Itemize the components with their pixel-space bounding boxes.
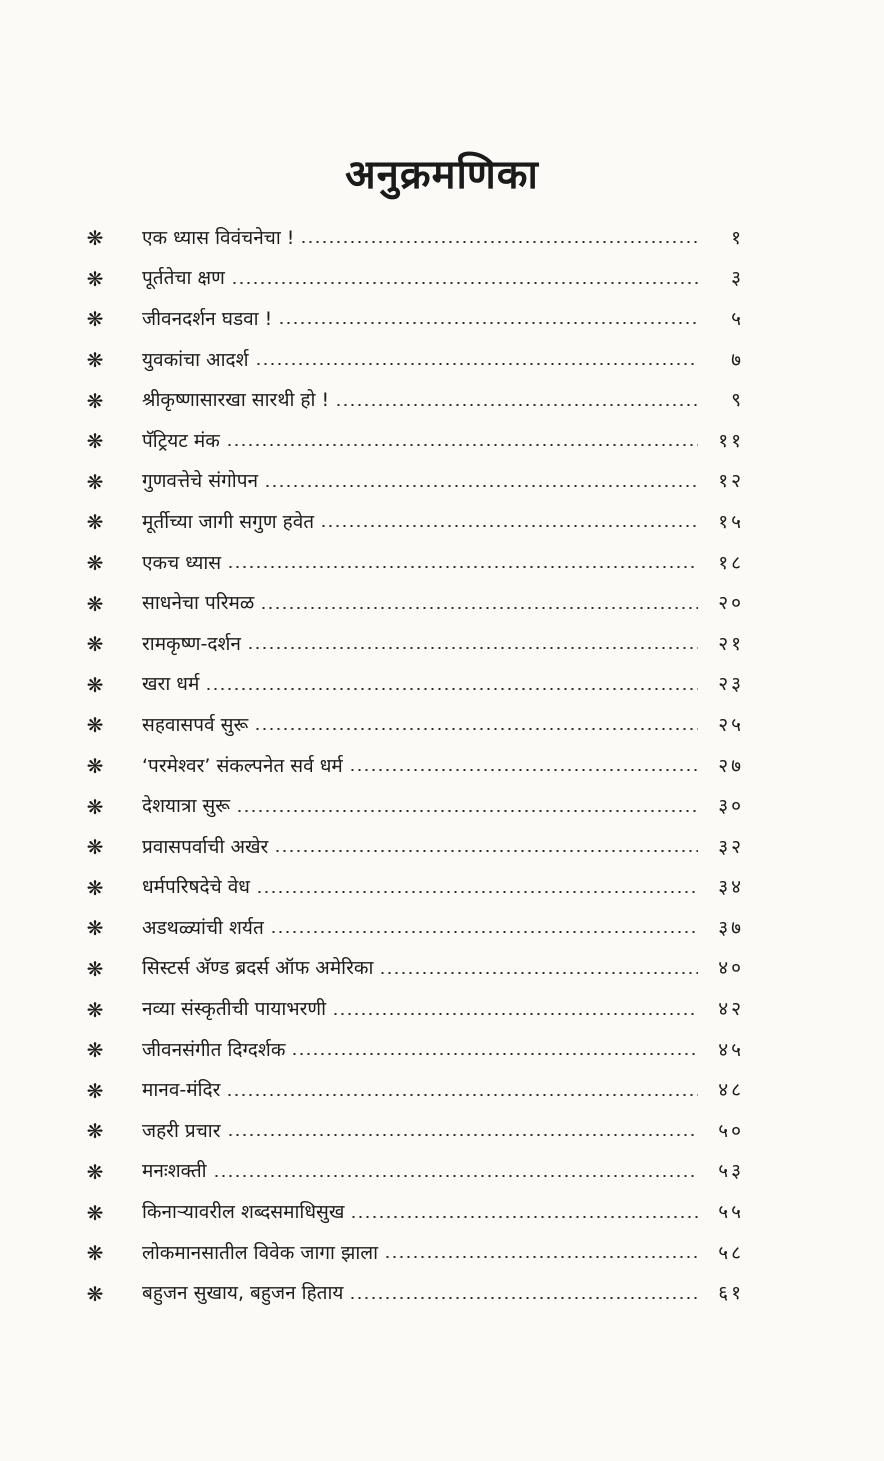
toc-entry [84, 1070, 744, 1111]
asterisk-bullet-icon: ❋ [86, 1119, 104, 1144]
asterisk-bullet-icon: ❋ [86, 997, 104, 1022]
toc-entry [84, 989, 744, 1030]
toc-entry-page-number: १५ [718, 510, 744, 533]
page-title: अनुक्रमणिका [345, 151, 539, 198]
dot-leader [260, 607, 698, 609]
toc-entry [84, 1192, 744, 1233]
asterisk-bullet-icon: ❋ [86, 1038, 104, 1063]
toc-entry-page-number: ९ [731, 389, 744, 412]
toc-entry-page-number: २७ [718, 754, 744, 777]
toc-entry-page-number: ५८ [718, 1241, 744, 1264]
dot-leader [256, 891, 698, 893]
table-of-contents [84, 218, 744, 1314]
asterisk-bullet-icon: ❋ [86, 875, 104, 900]
toc-entry [84, 380, 744, 421]
toc-entry [84, 299, 744, 340]
dot-leader [320, 525, 698, 527]
toc-entry-title: जहरी प्रचार [142, 1119, 221, 1142]
toc-entry-title: देशयात्रा सुरू [142, 795, 231, 818]
dot-leader [205, 688, 698, 690]
toc-entry-page-number: ११ [718, 429, 744, 452]
dot-leader [226, 444, 698, 446]
dot-leader [254, 728, 698, 730]
dot-leader [231, 282, 698, 284]
dot-leader [213, 1175, 698, 1177]
asterisk-bullet-icon: ❋ [86, 266, 104, 291]
dot-leader [270, 931, 698, 933]
toc-entry-title: अडथळ्यांची शर्यत [142, 916, 264, 939]
toc-entry-page-number: ४२ [718, 998, 744, 1021]
asterisk-bullet-icon: ❋ [86, 713, 104, 738]
toc-entry [84, 421, 744, 462]
toc-entry-page-number: ५५ [718, 1201, 744, 1224]
toc-entry-title: मानव-मंदिर [142, 1079, 221, 1102]
dot-leader [264, 485, 698, 487]
toc-entry-page-number: २५ [718, 713, 744, 736]
asterisk-bullet-icon: ❋ [86, 307, 104, 332]
toc-entry-page-number: ४८ [718, 1079, 744, 1102]
asterisk-bullet-icon: ❋ [86, 388, 104, 413]
toc-entry [84, 827, 744, 868]
toc-entry-title: रामकृष्ण-दर्शन [142, 632, 241, 655]
toc-entry [84, 502, 744, 543]
asterisk-bullet-icon: ❋ [86, 672, 104, 697]
toc-entry-title: धर्मपरिषदेचे वेध [142, 876, 250, 899]
asterisk-bullet-icon: ❋ [86, 1281, 104, 1306]
toc-entry [84, 218, 744, 259]
toc-entry-title: मूर्तीच्या जागी सगुण हवेत [142, 510, 315, 533]
toc-entry-title: मनःशक्ती [142, 1160, 207, 1183]
toc-entry [84, 462, 744, 503]
toc-entry [84, 705, 744, 746]
toc-entry-page-number: १२ [718, 470, 744, 493]
toc-entry-title: साधनेचा परिमळ [142, 592, 255, 615]
toc-entry [84, 1273, 744, 1314]
toc-entry [84, 1152, 744, 1193]
asterisk-bullet-icon: ❋ [86, 1200, 104, 1225]
asterisk-bullet-icon: ❋ [86, 956, 104, 981]
asterisk-bullet-icon: ❋ [86, 1078, 104, 1103]
dot-leader [226, 1094, 698, 1096]
toc-entry-page-number: ६१ [718, 1282, 744, 1305]
dot-leader [291, 1053, 698, 1055]
dot-leader [384, 1256, 698, 1258]
asterisk-bullet-icon: ❋ [86, 794, 104, 819]
toc-entry-title: खरा धर्म [142, 673, 200, 696]
asterisk-bullet-icon: ❋ [86, 835, 104, 860]
toc-entry-title: पॅट्रियट मंक [142, 429, 220, 452]
toc-entry-title: पूर्ततेचा क्षण [142, 267, 225, 290]
asterisk-bullet-icon: ❋ [86, 469, 104, 494]
toc-entry-page-number: ७ [731, 348, 744, 371]
toc-entry-page-number: ३ [731, 267, 744, 290]
toc-entry [84, 949, 744, 990]
toc-entry-page-number: ५३ [718, 1160, 744, 1183]
dot-leader [274, 850, 698, 852]
dot-leader [332, 1013, 698, 1015]
toc-entry-title: सहवासपर्व सुरू [142, 713, 249, 736]
asterisk-bullet-icon: ❋ [86, 916, 104, 941]
dot-leader [236, 810, 698, 812]
dot-leader [349, 769, 698, 771]
toc-entry-title: एकच ध्यास [142, 551, 222, 574]
toc-entry [84, 746, 744, 787]
asterisk-bullet-icon: ❋ [86, 632, 104, 657]
dot-leader [247, 647, 698, 649]
toc-entry [84, 786, 744, 827]
dot-leader [227, 566, 698, 568]
toc-entry-page-number: २१ [718, 632, 744, 655]
toc-entry [84, 908, 744, 949]
asterisk-bullet-icon: ❋ [86, 510, 104, 535]
toc-entry [84, 543, 744, 584]
toc-entry [84, 340, 744, 381]
toc-entry-title: एक ध्यास विवंचनेचा ! [142, 226, 295, 249]
toc-entry-page-number: ४५ [718, 1038, 744, 1061]
toc-entry [84, 259, 744, 300]
toc-entry-title: जीवनसंगीत दिग्दर्शक [142, 1038, 286, 1061]
toc-entry-title: ‘परमेश्वर’ संकल्पनेत सर्व धर्म [142, 754, 343, 777]
asterisk-bullet-icon: ❋ [86, 429, 104, 454]
toc-entry-page-number: २३ [718, 673, 744, 696]
toc-entry [84, 1111, 744, 1152]
dot-leader [300, 241, 698, 243]
toc-entry-page-number: ५ [731, 307, 744, 330]
asterisk-bullet-icon: ❋ [86, 1159, 104, 1184]
toc-entry [84, 583, 744, 624]
toc-entry [84, 868, 744, 909]
dot-leader [379, 972, 698, 974]
toc-entry-page-number: ३० [718, 795, 744, 818]
toc-entry [84, 1233, 744, 1274]
toc-entry-page-number: ३२ [718, 835, 744, 858]
toc-entry [84, 624, 744, 665]
toc-entry-page-number: २० [718, 592, 744, 615]
toc-entry [84, 1030, 744, 1071]
dot-leader [350, 1216, 698, 1218]
asterisk-bullet-icon: ❋ [86, 591, 104, 616]
toc-entry-page-number: १ [731, 226, 744, 249]
toc-entry [84, 665, 744, 706]
toc-entry-page-number: ४० [718, 957, 744, 980]
toc-entry-title: गुणवत्तेचे संगोपन [142, 470, 259, 493]
toc-entry-title: प्रवासपर्वाची अखेर [142, 835, 269, 858]
toc-entry-title: नव्या संस्कृतीची पायाभरणी [142, 998, 327, 1021]
asterisk-bullet-icon: ❋ [86, 754, 104, 779]
toc-entry-page-number: ५० [718, 1119, 744, 1142]
toc-entry-title: श्रीकृष्णासारखा सारथी हो ! [142, 389, 330, 412]
toc-entry-title: किनाऱ्यावरील शब्दसमाधिसुख [142, 1201, 345, 1224]
toc-entry-page-number: ३७ [718, 916, 744, 939]
dot-leader [255, 363, 698, 365]
asterisk-bullet-icon: ❋ [86, 1241, 104, 1266]
toc-entry-title: लोकमानसातील विवेक जागा झाला [142, 1241, 379, 1264]
dot-leader [227, 1134, 699, 1136]
asterisk-bullet-icon: ❋ [86, 551, 104, 576]
toc-entry-page-number: १८ [718, 551, 744, 574]
toc-entry-title: युवकांचा आदर्श [142, 348, 249, 371]
toc-entry-title: जीवनदर्शन घडवा ! [142, 307, 273, 330]
asterisk-bullet-icon: ❋ [86, 226, 104, 251]
dot-leader [335, 404, 698, 406]
toc-entry-title: सिस्टर्स अ‍ॅण्ड ब्रदर्स ऑफ अमेरिका [142, 957, 374, 980]
dot-leader [278, 322, 698, 324]
toc-entry-page-number: ३४ [718, 876, 744, 899]
asterisk-bullet-icon: ❋ [86, 348, 104, 373]
toc-entry-title: बहुजन सुखाय, बहुजन हिताय [142, 1282, 344, 1305]
dot-leader [349, 1297, 698, 1299]
